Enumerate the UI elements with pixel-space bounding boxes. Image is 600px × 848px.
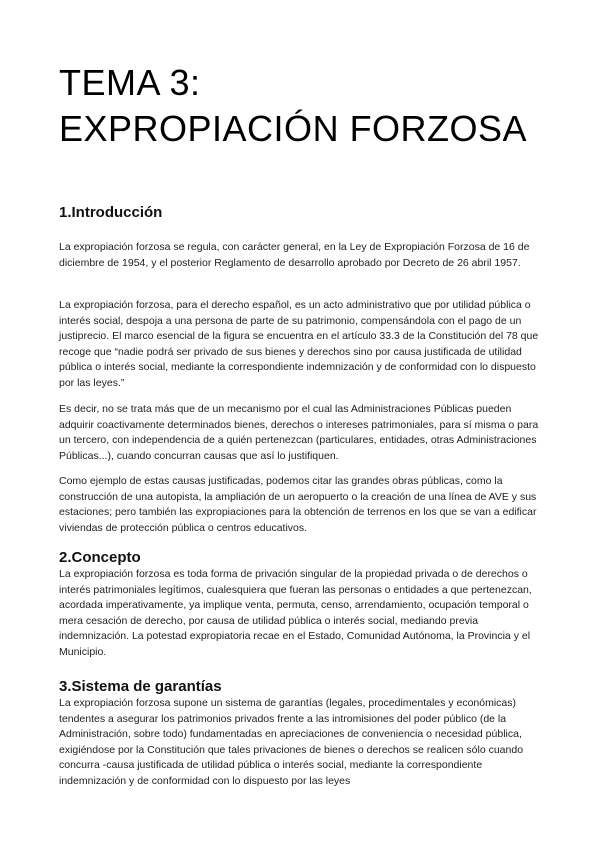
section-heading-sistema-garantias: 3.Sistema de garantías [59,678,222,695]
paragraph: La expropiación forzosa es toda forma de privación singular de la propiedad privada o de derechos o interés patrimoniales legítimos, cualesquiera que fueran las personas o entidades a que pertenezcan, acordada imperativamente, ya implique venta, permuta, censo, arrendamiento, ocupación temporal o mera cesación de derecho, por causa de utilidad pública o interés social, mediando previa indemnización. La potestad expropiatoria recae en el Estado, Comunidad Autónoma, la Provincia y el Municipio. [59,568,532,658]
document-title [59,60,527,152]
paragraph: La expropiación forzosa, para el derecho español, es un acto administrativo que por utilidad pública o interés social, despoja a una persona de parte de su patrimonio, compensándola con el pago de un justiprecio. El marco esencial de la figura se encuentra en el artículo 33.3 de la Constitución del 78 que recoge que “nadie podrá ser privado de sus bienes y derechos sino por causa justificada de utilidad pública o interés social, mediante la correspondiente indemnización y de conformidad con lo dispuesto por las leyes.” [59,299,539,389]
section-heading-introduccion: 1.Introducción [59,204,163,221]
title-line-1: TEMA 3: [59,62,201,103]
paragraph: Como ejemplo de estas causas justificadas, podemos citar las grandes obras públicas, como la construcción de una autopista, la ampliación de un aeropuerto o la creación de una línea de AVE y sus estaciones; pero también las expropiaciones para la obtención de terrenos en los que se van a edificar viviendas de protección pública o centros educativos. [59,475,537,534]
section-heading-concepto: 2.Concepto [59,549,141,566]
paragraph: Es decir, no se trata más que de un mecanismo por el cual las Administraciones Públicas pueden adquirir coactivamente determinados bienes, derechos o intereses patrimoniales, para sí misma o para un tercero, con independencia de a quién pertenezcan (particulares, entidades, otras Administraciones Públicas...), cuando concurran causas que así lo justifiquen. [59,403,539,462]
paragraph: La expropiación forzosa se regula, con carácter general, en la Ley de Expropiación Forzosa de 16 de diciembre de 1954, y el posterior Reglamento de desarrollo aprobado por Decreto de 26 abril 1957. [59,241,530,269]
paragraph: La expropiación forzosa supone un sistema de garantías (legales, procedimentales y económicas) tendentes a asegurar los patrimonios privados frente a las intromisiones del poder público (de la Administración, sobre todo) fundamentadas en apreciaciones de conveniencia o necesidad pública, exigiéndose por la Constitución que tales privaciones de bienes o derechos se realicen sólo cuando concurra -causa justificada de utilidad pública o interés social, mediante la correspondiente indemnización y de conformidad con lo dispuesto por las leyes [59,697,524,787]
title-line-2: EXPROPIACIÓN FORZOSA [59,108,528,149]
